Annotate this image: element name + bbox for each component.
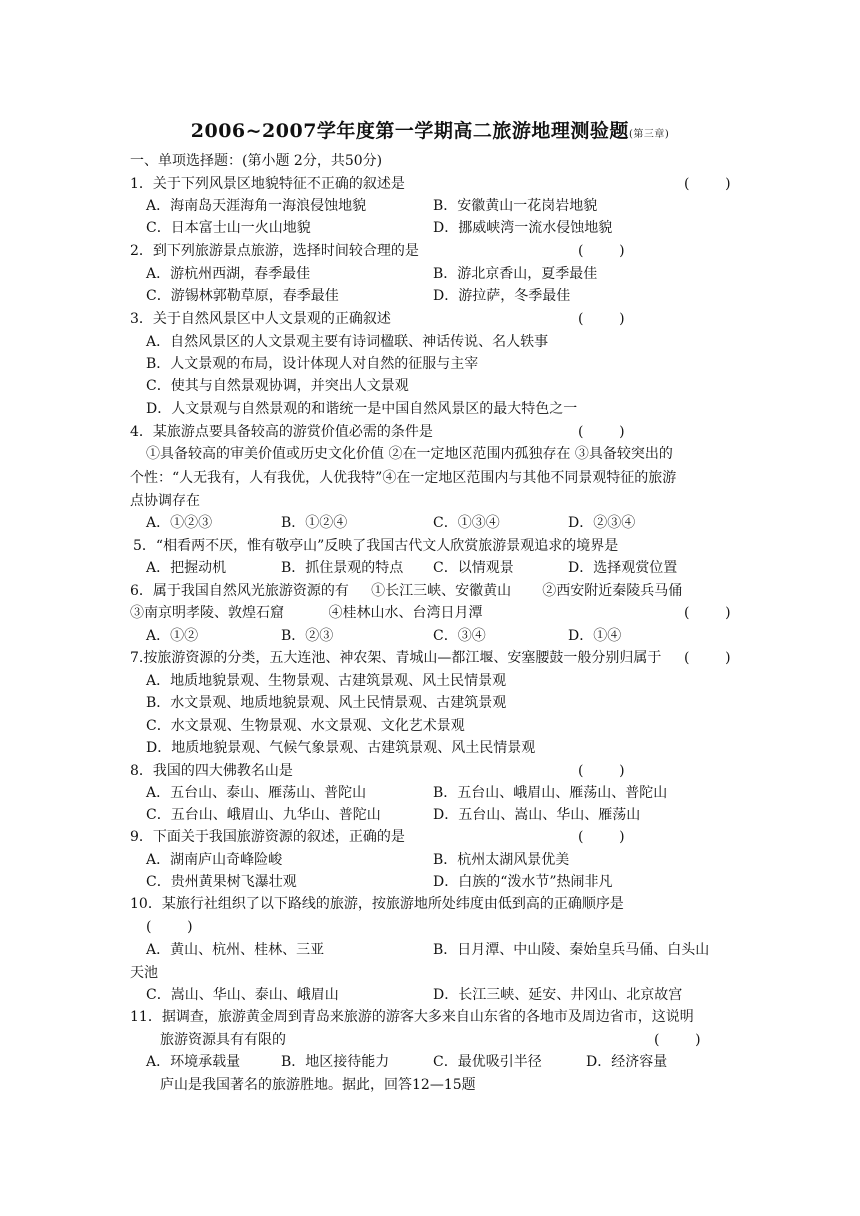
question-6-line-2: ③南京明孝陵、敦煌石窟 ④桂林山水、台湾日月潭: [130, 605, 483, 621]
question-2-stem: 2．到下列旅游景点旅游，选择时间较合理的是: [130, 243, 419, 259]
question-11-line-1: 11．据调查，旅游黄金周到青岛来旅游的游客大多来自山东省的各地市及周边省市，这说明: [130, 1009, 694, 1025]
answer-blank-7: ( ): [684, 650, 731, 666]
title-note: (第三章): [628, 129, 670, 140]
q10-option-b: B．日月潭、中山陵、秦始皇兵马俑、白头山: [433, 942, 710, 958]
passage-intro: 庐山是我国著名的旅游胜地。据此，回答12—15题: [160, 1077, 476, 1093]
q10-option-c: C．嵩山、华山、泰山、峨眉山: [146, 987, 339, 1003]
q10-option-b-continued: 天池: [130, 965, 158, 981]
q8-option-c: C．五台山、峨眉山、九华山、普陀山: [146, 807, 381, 823]
q1-option-a: A．海南岛天涯海角一海浪侵蚀地貌: [146, 198, 367, 214]
q4-option-c: C．①③④: [433, 515, 500, 531]
q9-option-d: D．白族的“泼水节”热闹非凡: [433, 874, 613, 890]
q4-option-b: B．①②④: [281, 515, 348, 531]
q2-option-b: B．游北京香山，夏季最佳: [433, 266, 598, 282]
page-title: [0, 116, 860, 143]
q4-condition-line-2: 个性：“人无我有，人有我优，人优我特”④在一定地区范围内与其他不同景观特征的旅游: [130, 470, 677, 486]
answer-blank-4: ( ): [578, 424, 625, 440]
answer-blank-9: ( ): [578, 829, 625, 845]
q3-option-d: D．人文景观与自然景观的和谐统一是中国自然风景区的最大特色之一: [146, 401, 578, 417]
answer-blank-6: ( ): [684, 605, 731, 621]
q10-option-d: D．长江三峡、延安、井冈山、北京故宫: [433, 987, 683, 1003]
answer-blank-3: ( ): [578, 311, 625, 327]
q7-option-b: B．水文景观、地质地貌景观、风土民情景观、古建筑景观: [146, 695, 507, 711]
q2-option-a: A．游杭州西湖，春季最佳: [146, 266, 311, 282]
q4-option-d: D．②③④: [568, 515, 636, 531]
q6-option-c: C．③④: [433, 628, 486, 644]
q8-option-d: D．五台山、嵩山、华山、雁荡山: [433, 807, 641, 823]
question-10-stem: 10．某旅行社组织了以下路线的旅游，按旅游地所处纬度由低到高的正确顺序是: [130, 896, 624, 912]
q5-option-c: C．以情观景: [433, 560, 514, 576]
q8-option-b: B．五台山、峨眉山、雁荡山、普陀山: [433, 785, 668, 801]
q1-option-b: B．安徽黄山一花岗岩地貌: [433, 198, 598, 214]
q8-option-a: A．五台山、泰山、雁荡山、普陀山: [146, 785, 367, 801]
q9-option-a: A．湖南庐山奇峰险峻: [146, 852, 283, 868]
q7-option-d: D．地质地貌景观、气候气象景观、古建筑景观、风土民情景观: [146, 740, 536, 756]
q11-option-d: D．经济容量: [586, 1054, 668, 1070]
q6-option-a: A．①②: [146, 628, 199, 644]
q11-option-a: A．环境承载量: [146, 1054, 241, 1070]
answer-blank-10: ( ): [146, 919, 193, 935]
q3-option-a: A．自然风景区的人文景观主要有诗词楹联、神话传说、名人轶事: [146, 334, 549, 350]
q9-option-b: B．杭州太湖风景优美: [433, 852, 570, 868]
q6-option-d: D．①④: [568, 628, 622, 644]
section-heading: 一、单项选择题：(第小题 2分，共50分): [130, 153, 383, 169]
q4-condition-line-3: 点协调存在: [130, 493, 200, 509]
q9-option-c: C．贵州黄果树飞瀑壮观: [146, 874, 297, 890]
q6-option-b: B．②③: [281, 628, 334, 644]
q10-option-a: A．黄山、杭州、桂林、三亚: [146, 942, 325, 958]
answer-blank-8: ( ): [578, 763, 625, 779]
question-1-stem: 1．关于下列风景区地貌特征不正确的叙述是: [130, 176, 405, 192]
question-6-line-1: 6．属于我国自然风光旅游资源的有 ①长江三峡、安徽黄山 ②西安附近秦陵兵马俑: [130, 583, 683, 599]
q2-option-c: C．游锡林郭勒草原，春季最佳: [146, 288, 339, 304]
q2-option-d: D．游拉萨，冬季最佳: [433, 288, 571, 304]
q3-option-b: B．人文景观的布局，设计体现人对自然的征服与主宰: [146, 356, 479, 372]
q1-option-d: D．挪威峡湾一流水侵蚀地貌: [433, 220, 613, 236]
answer-blank-1: ( ): [684, 176, 731, 192]
answer-blank-11: ( ): [654, 1032, 701, 1048]
question-8-stem: 8．我国的四大佛教名山是: [130, 763, 293, 779]
q4-option-a: A．①②③: [146, 515, 213, 531]
question-9-stem: 9．下面关于我国旅游资源的叙述，正确的是: [130, 829, 405, 845]
q3-option-c: C．使其与自然景观协调，并突出人文景观: [146, 378, 409, 394]
question-5-stem: 5．“相看两不厌，惟有敬亭山”反映了我国古代文人欣赏旅游景观追求的境界是: [133, 538, 619, 554]
answer-blank-2: ( ): [578, 243, 625, 259]
question-3-stem: 3．关于自然风景区中人文景观的正确叙述: [130, 311, 391, 327]
q11-option-b: B．地区接待能力: [281, 1054, 390, 1070]
q5-option-a: A．把握动机: [146, 560, 227, 576]
q4-condition-line-1: ①具备较高的审美价值或历史文化价值 ②在一定地区范围内孤独存在 ③具备较突出的: [146, 446, 673, 462]
q5-option-b: B．抓住景观的特点: [281, 560, 404, 576]
q5-option-d: D．选择观赏位置: [568, 560, 678, 576]
question-7-stem: 7.按旅游资源的分类，五大连池、神农架、青城山—都江堰、安塞腰鼓一般分别归属于: [130, 650, 662, 666]
question-4-stem: 4．某旅游点要具备较高的游赏价值必需的条件是: [130, 424, 433, 440]
title-text: 2006~2007学年度第一学期高二旅游地理测验题: [190, 120, 629, 142]
q7-option-a: A．地质地貌景观、生物景观、古建筑景观、风土民情景观: [146, 673, 507, 689]
q1-option-c: C．日本富士山一火山地貌: [146, 220, 311, 236]
q7-option-c: C．水文景观、生物景观、水文景观、文化艺术景观: [146, 718, 465, 734]
question-11-line-2: 旅游资源具有有限的: [160, 1032, 286, 1048]
q11-option-c: C．最优吸引半径: [433, 1054, 542, 1070]
